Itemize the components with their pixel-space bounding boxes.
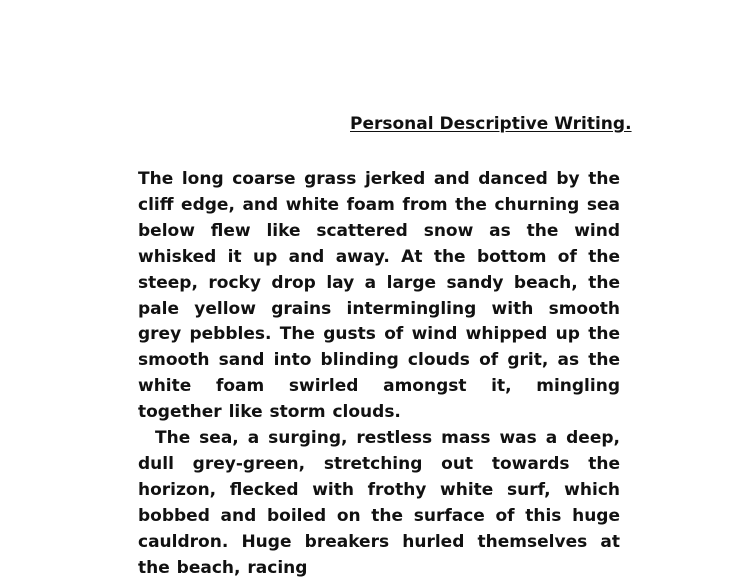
document-body xyxy=(138,167,620,582)
paragraph-2: The sea, a surging, restless mass was a deep, dull grey-green, stretching out towards the horizon, flecked with frothy white surf, which bobbed and boiled on the surface of this huge cauldron. Huge breakers hurled themselves at the beach, racing xyxy=(138,428,620,578)
paragraph-1: The long coarse grass jerked and danced by the cliff edge, and white foam from the churning sea below flew like scattered snow as the wind whisked it up and away. At the bottom of the steep, rocky drop lay a large sandy beach, the pale yellow grains intermingling with smooth grey pebbles. The gusts of wind whipped up the smooth sand into blinding clouds of grit, as the white foam swirled amongst it, mingling together like storm clouds. xyxy=(138,169,620,423)
document-title: Personal Descriptive Writing. xyxy=(350,114,632,134)
